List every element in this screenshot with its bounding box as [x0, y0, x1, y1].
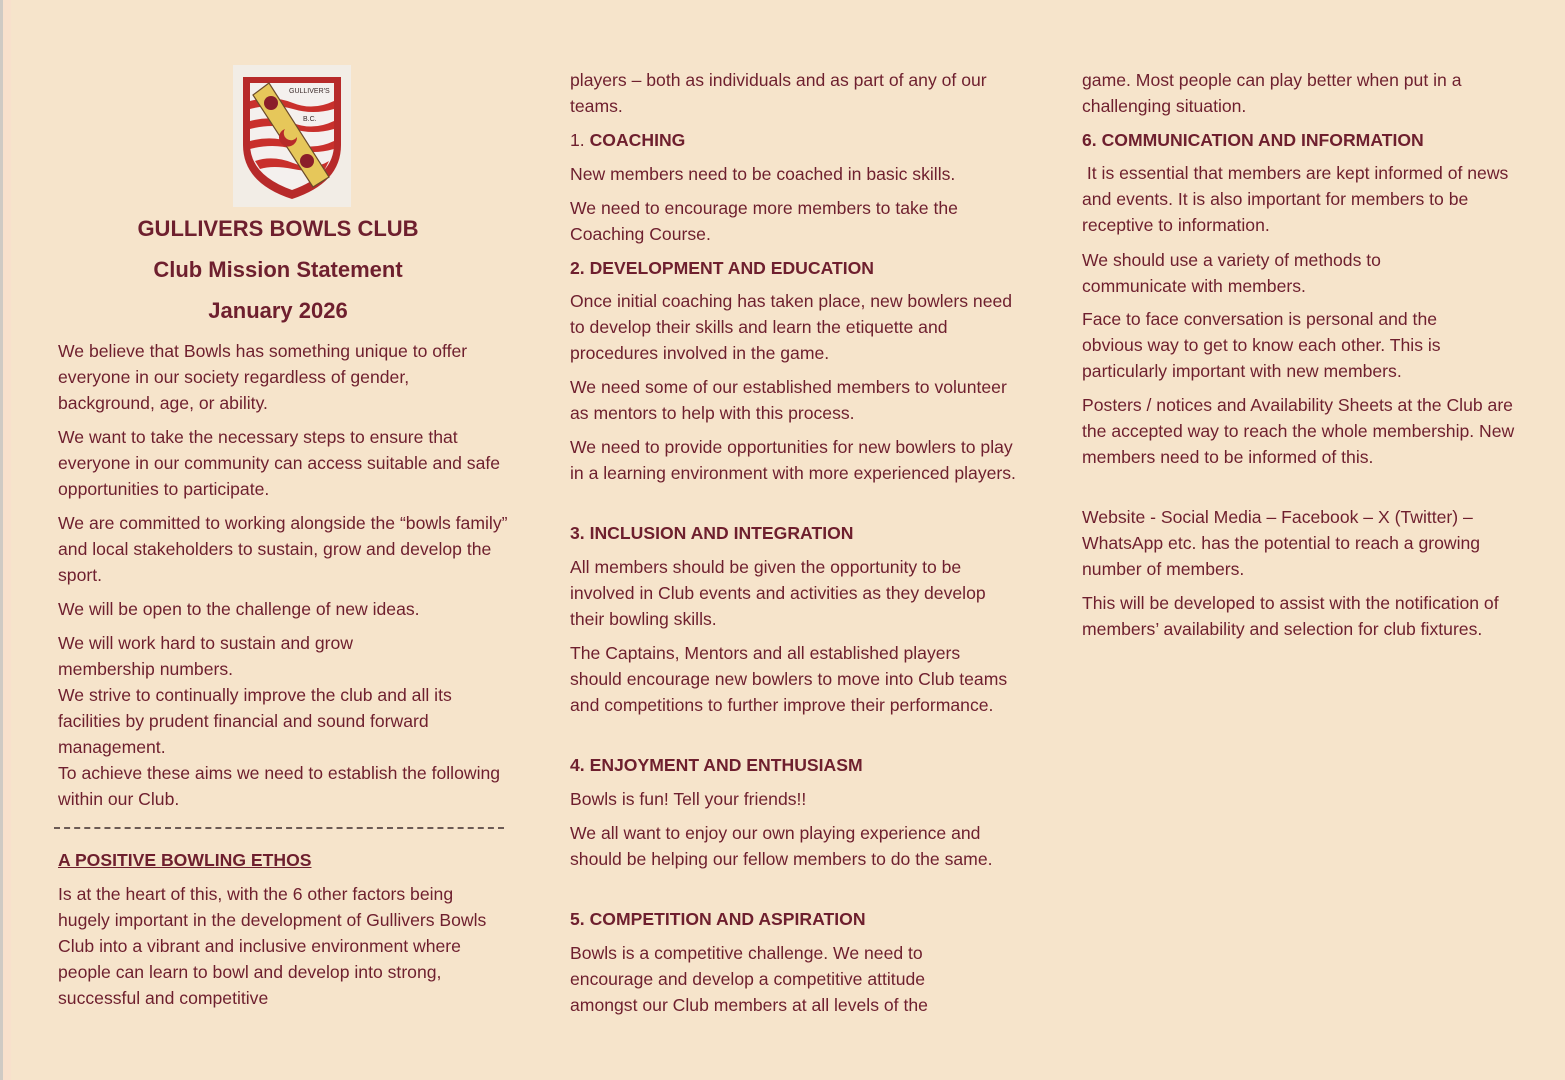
section-heading-competition: [570, 906, 1020, 932]
section-paragraph: It is essential that members are kept informed of news and events. It is also important for members to be receptive to information.: [1082, 163, 1509, 235]
section-title: ENJOYMENT AND ENTHUSIASM: [589, 755, 863, 775]
section-paragraph: New members need to be coached in basic skills.: [570, 164, 956, 184]
section-paragraph: We all want to enjoy our own playing experience and should be helping our fellow members to do the same.: [570, 823, 993, 869]
crest-icon: [233, 65, 351, 207]
ethos-heading: A POSITIVE BOWLING ETHOS: [58, 850, 312, 870]
club-crest-logo: [233, 65, 351, 207]
ethos-paragraph-continued: players – both as individuals and as part of any of our teams.: [570, 70, 987, 116]
section-paragraph-continued: game. Most people can play better when put in a challenging situation.: [1082, 70, 1462, 116]
section-heading-communication: [1082, 127, 1532, 153]
intro-paragraph: We will work hard to sustain and grow membership numbers.: [58, 633, 353, 679]
section-paragraph: All members should be given the opportunity to be involved in Club events and activities as they develop their bowling skills.: [570, 557, 986, 629]
section-paragraph: Website - Social Media – Facebook – X (Twitter) – WhatsApp etc. has the potential to reach a growing number of members.: [1082, 507, 1481, 579]
club-name-title: GULLIVERS BOWLS CLUB: [137, 216, 419, 241]
section-title: COMMUNICATION AND INFORMATION: [1101, 130, 1424, 150]
section-number: 1.: [570, 130, 585, 150]
section-title: COMPETITION AND ASPIRATION: [589, 909, 866, 929]
section-heading-enjoyment: [570, 752, 1020, 778]
mission-statement-subtitle: Club Mission Statement: [153, 257, 403, 282]
section-number: 3.: [570, 523, 585, 543]
section-number: 6.: [1082, 130, 1097, 150]
section-heading-inclusion: [570, 520, 1020, 546]
section-number: 5.: [570, 909, 585, 929]
section-title: COACHING: [589, 130, 686, 150]
intro-paragraph: We strive to continually improve the club and all its facilities by prudent financial and sound forward management.: [58, 685, 452, 757]
section-paragraph: This will be developed to assist with the notification of members’ availability and selection for club fixtures.: [1082, 593, 1499, 639]
section-paragraph: The Captains, Mentors and all established players should encourage new bowlers to move into Club teams and competitions to further improve their performance.: [570, 643, 1008, 715]
intro-paragraph: To achieve these aims we need to establish the following within our Club.: [58, 763, 501, 809]
section-paragraph: We need to provide opportunities for new bowlers to play in a learning environment with more experienced players.: [570, 437, 1016, 483]
section-paragraph: We need some of our established members to volunteer as mentors to help with this process.: [570, 377, 1007, 423]
section-paragraph: Bowls is a competitive challenge. We need to encourage and develop a competitive attitude amongst our Club members at all levels of the: [570, 943, 928, 1015]
crest-text: GULLIVER'S: [289, 88, 330, 95]
section-paragraph: We need to encourage more members to take the Coaching Course.: [570, 198, 958, 244]
intro-paragraph: We want to take the necessary steps to ensure that everyone in our community can access suitable and safe opportunities to participate.: [58, 427, 501, 499]
section-heading-development: [570, 255, 1020, 281]
section-number: 2.: [570, 258, 585, 278]
section-paragraph: Once initial coaching has taken place, new bowlers need to develop their skills and learn the etiquette and procedures involved in the game.: [570, 291, 1013, 363]
section-paragraph: We should use a variety of methods to communicate with members.: [1082, 250, 1381, 296]
intro-paragraph: We will be open to the challenge of new ideas.: [58, 599, 420, 619]
statement-date: January 2026: [208, 298, 348, 323]
section-title: DEVELOPMENT AND EDUCATION: [589, 258, 875, 278]
section-paragraph: Bowls is fun! Tell your friends!!: [570, 789, 807, 809]
section-title: INCLUSION AND INTEGRATION: [589, 523, 854, 543]
page-edge-shade: [3, 0, 11, 1080]
intro-paragraph: We are committed to working alongside the “bowls family” and local stakeholders to sustain, grow and develop the sport.: [58, 513, 508, 585]
section-paragraph: Posters / notices and Availability Sheets at the Club are the accepted way to reach the whole membership. New members need to be informed of this.: [1082, 395, 1515, 467]
section-paragraph: Face to face conversation is personal and the obvious way to get to know each other. This is particularly important with new members.: [1082, 309, 1441, 381]
ethos-paragraph: Is at the heart of this, with the 6 other factors being hugely important in the development of Gullivers Bowls Club into a vibrant and inclusive environment where people can learn to bowl and develop into strong, successful and competitive: [58, 884, 487, 1008]
section-divider: [54, 827, 504, 829]
section-heading-coaching: [570, 127, 1020, 153]
section-number: 4.: [570, 755, 585, 775]
svg-text:B.C.: B.C.: [303, 116, 317, 123]
intro-paragraph: We believe that Bowls has something unique to offer everyone in our society regardless of gender, background, age, or ability.: [58, 341, 468, 413]
